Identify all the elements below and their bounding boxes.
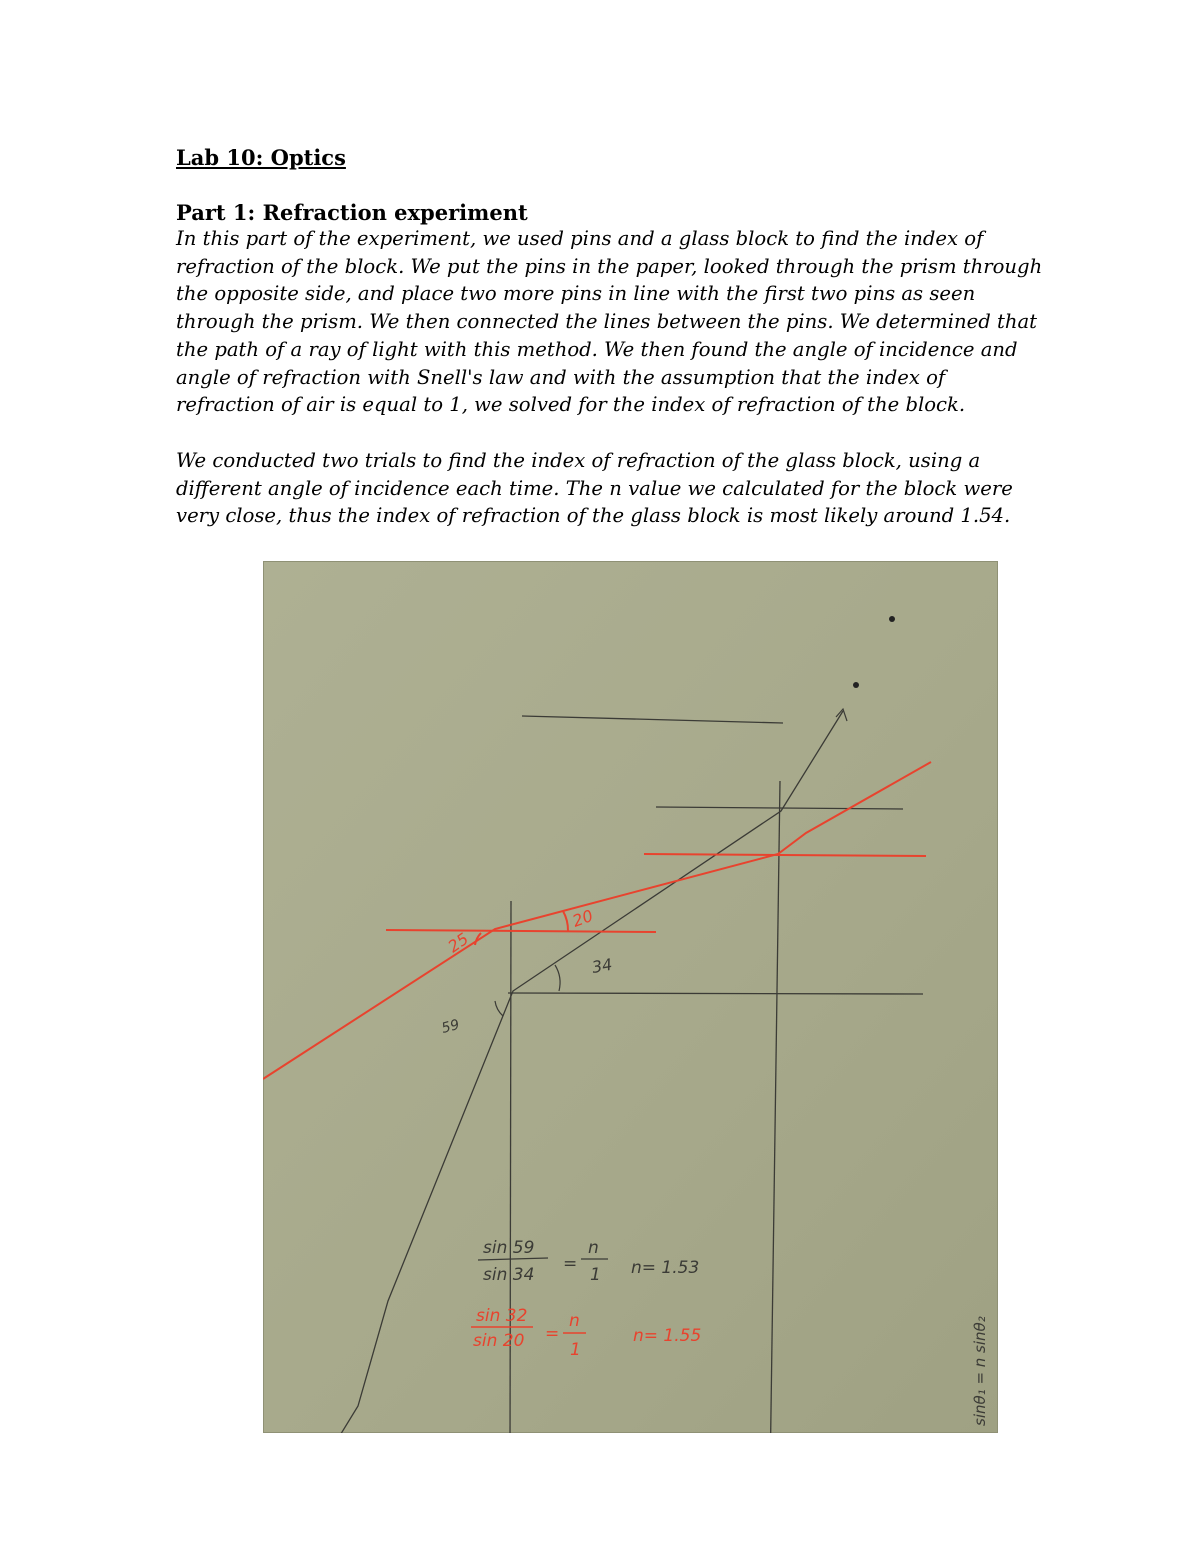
paragraph-results — [176, 447, 1056, 530]
paper-background — [263, 561, 998, 1433]
paragraph-line: through the prism. We then connected the lines between the pins. We determined that — [176, 310, 1038, 334]
calc1-equals: = — [563, 1254, 578, 1274]
calc1-numerator: sin 59 — [483, 1238, 535, 1258]
calc1-rhs-numerator: n — [588, 1238, 599, 1258]
calc2-result: n= 1.55 — [633, 1326, 702, 1346]
refraction-drawing — [263, 561, 998, 1433]
angle-label-black-refraction: 34 — [590, 954, 614, 977]
angle-label-red-refraction: 20 — [569, 905, 596, 931]
angle-label-red-incidence: 25 — [444, 929, 472, 957]
calc2-rhs-denominator: 1 — [570, 1340, 581, 1360]
calc2-numerator: sin 32 — [476, 1306, 528, 1326]
document-title: Lab 10: Optics — [176, 145, 346, 170]
paragraph-line: refraction of the block. We put the pins in the paper, looked through the prism through — [176, 254, 1043, 278]
margin-note-snells-law: sinθ₁ = n sinθ₂ — [971, 1316, 989, 1426]
section-heading: Part 1: Refraction experiment — [176, 200, 528, 225]
refraction-photo — [263, 561, 998, 1433]
calc1-result: n= 1.53 — [631, 1258, 700, 1278]
paragraph-line: the opposite side, and place two more pins in line with the first two pins as seen — [176, 282, 976, 306]
paragraph-line: refraction of air is equal to 1, we solved for the index of refraction of the block. — [176, 393, 966, 417]
angle-label-black-incidence: 59 — [439, 1016, 462, 1037]
calc2-denominator: sin 20 — [473, 1331, 525, 1351]
paragraph-line: In this part of the experiment, we used pins and a glass block to find the index of — [176, 227, 984, 250]
calc1-rhs-denominator: 1 — [590, 1265, 601, 1285]
paragraph-line: very close, thus the index of refraction of the glass block is most likely around 1.54. — [176, 504, 1011, 528]
paragraph-line: different angle of incidence each time. The n value we calculated for the block were — [176, 476, 1013, 500]
paragraph-line: the path of a ray of light with this method. We then found the angle of incidence and — [176, 337, 1018, 361]
calc2-rhs-numerator: n — [569, 1311, 580, 1331]
paragraph-line: We conducted two trials to find the index of refraction of the glass block, using a — [176, 449, 981, 472]
pin-mark — [853, 682, 859, 688]
calc1-denominator: sin 34 — [483, 1265, 535, 1285]
paragraph-procedure — [176, 225, 1056, 419]
paragraph-line: angle of refraction with Snell's law and with the assumption that the index of — [176, 365, 946, 389]
calc2-equals: = — [545, 1324, 560, 1344]
pin-mark — [889, 616, 895, 622]
